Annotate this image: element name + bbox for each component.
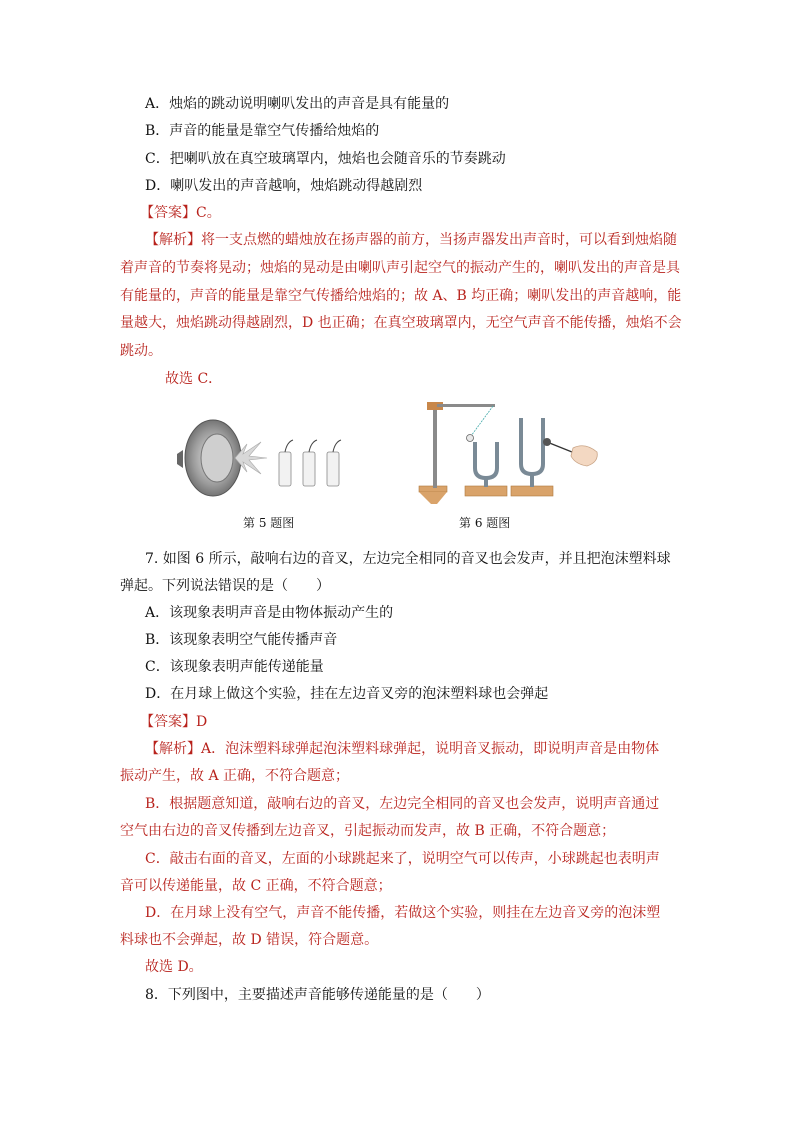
- q7-option-b: B．该现象表明空气能传播声音: [145, 632, 338, 648]
- q6-option-d: D．喇叭发出的声音越响，烛焰跳动得越剧烈: [145, 178, 423, 194]
- q6-option-a: A．烛焰的跳动说明喇叭发出的声音是具有能量的: [145, 96, 450, 112]
- q6-answer: 【答案】C。: [140, 205, 221, 221]
- q6-choice: 故选 C．: [165, 371, 223, 387]
- q7-choice: 故选 D。: [145, 959, 203, 975]
- q6-option-b: B．声音的能量是靠空气传播给烛焰的: [145, 123, 380, 139]
- q7-analysis-line-5: C．敲击右面的音叉，左面的小球跳起来了，说明空气可以传声，小球跳起也表明声: [145, 851, 660, 867]
- q6-option-c: C．把喇叭放在真空玻璃罩内，烛焰也会随音乐的节奏跳动: [145, 151, 506, 167]
- q7-analysis-line-7: D．在月球上没有空气，声音不能传播，若做这个实验，则挂在左边音叉旁的泡沫塑: [145, 905, 661, 921]
- q7-option-c: C．该现象表明声能传递能量: [145, 659, 324, 675]
- q7-analysis-line-3: B．根据题意知道，敲响右边的音叉，左边完全相同的音叉也会发声，说明声音通过: [145, 796, 660, 812]
- q7-analysis-line-1: 【解析】A．泡沫塑料球弹起泡沫塑料球弹起，说明音叉振动，即说明声音是由物体: [145, 741, 660, 757]
- speaker-candles-illustration: [175, 410, 355, 505]
- tuning-forks-illustration: [415, 398, 600, 504]
- q7-analysis-line-8: 料球也不会弹起，故 D 错误，符合题意。: [120, 932, 379, 948]
- q7-analysis-line-4: 空气由右边的音叉传播到左边音叉，引起振动而发声，故 B 正确，不符合题意；: [120, 823, 616, 839]
- figure-6-tuning-forks: [415, 398, 600, 504]
- q7-option-a: A．该现象表明声音是由物体振动产生的: [145, 605, 394, 621]
- q6-analysis-line-1: 【解析】将一支点燃的蜡烛放在扬声器的前方，当扬声器发出声音时，可以看到烛焰随: [145, 232, 677, 248]
- figure-5-speaker-candles: [175, 410, 355, 505]
- q6-analysis-line-4: 量越大，烛焰跳动得越剧烈，D 也正确；在真空玻璃罩内，无空气声音不能传播，烛焰不会: [120, 315, 682, 331]
- q6-analysis-line-3: 有能量的，声音的能量是靠空气传播给烛焰的；故 A、B 均正确；喇叭发出的声音越响，能: [120, 288, 682, 304]
- figure-5-caption: 第 5 题图: [243, 516, 295, 530]
- q6-analysis-line-5: 跳动。: [120, 343, 162, 359]
- figure-6-caption: 第 6 题图: [459, 516, 511, 530]
- q8-stem: 8．下列图中，主要描述声音能够传递能量的是（ ）: [145, 987, 490, 1003]
- q7-answer: 【答案】D: [140, 714, 208, 730]
- q7-analysis-line-6: 音可以传递能量，故 C 正确，不符合题意；: [120, 878, 392, 894]
- q7-stem-line-1: 7. 如图 6 所示，敲响右边的音叉，左边完全相同的音叉也会发声，并且把泡沫塑料球: [145, 551, 671, 567]
- q7-stem-line-2: 弹起。下列说法错误的是（ ）: [120, 578, 330, 594]
- q7-option-d: D．在月球上做这个实验，挂在左边音叉旁的泡沫塑料球也会弹起: [145, 686, 549, 702]
- q7-analysis-line-2: 振动产生，故 A 正确，不符合题意；: [120, 768, 350, 784]
- q6-analysis-line-2: 着声音的节奏将晃动；烛焰的晃动是由喇叭声引起空气的振动产生的，喇叭发出的声音是具: [120, 260, 680, 276]
